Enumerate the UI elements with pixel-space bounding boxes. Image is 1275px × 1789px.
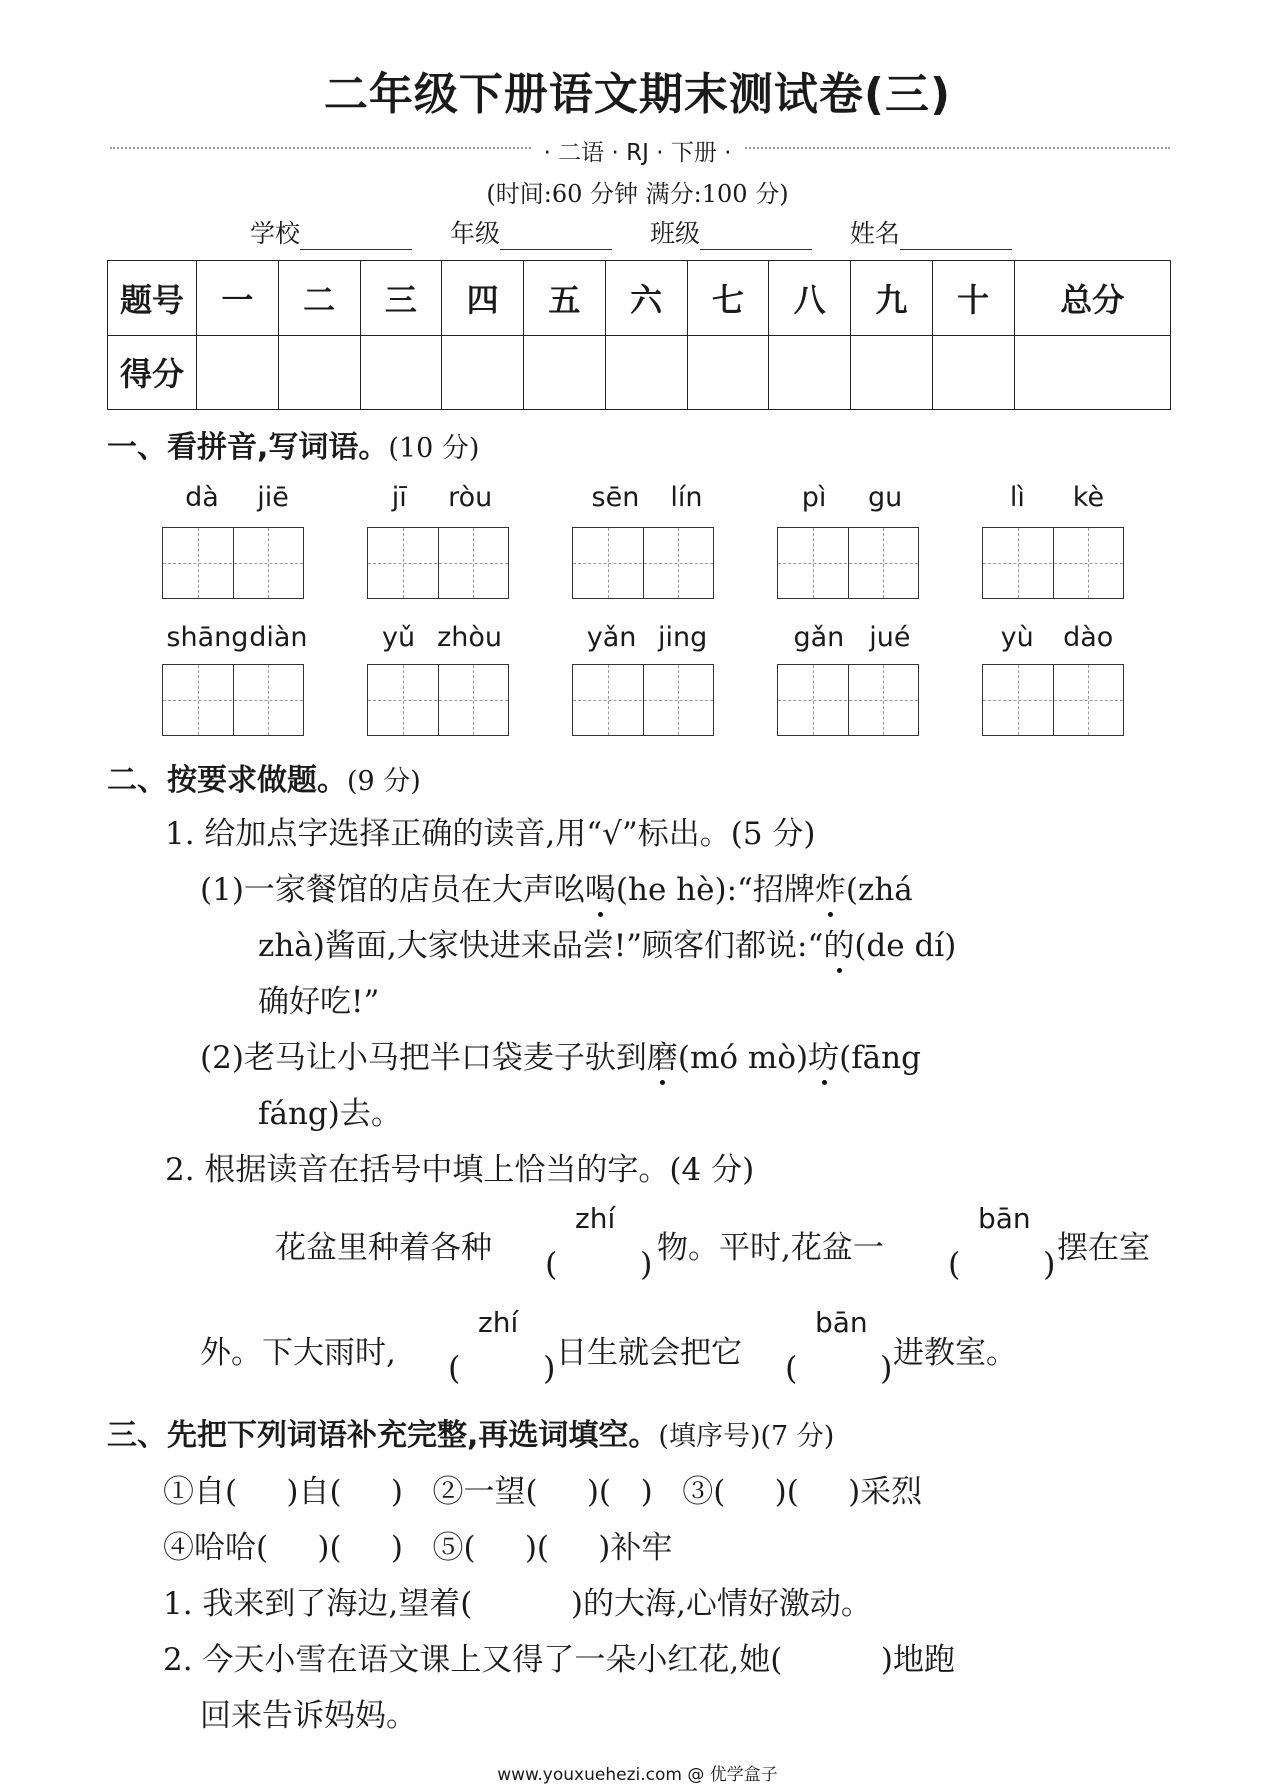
q2-1-1-line1: (1)一家餐馆的店员在大声吆喝(he hè):“招牌炸(zhá [200, 872, 913, 908]
q2-1-1-line2: zhà)酱面,大家快进来品尝!”顾客们都说:“的(de dí) [258, 928, 957, 964]
q3-sentence2-line1: 2. 今天小雪在语文课上又得了一朵小红花,她( )地跑 [163, 1642, 956, 1678]
writing-grid[interactable] [367, 664, 509, 736]
blank-close-paren[interactable]: ) [640, 1245, 653, 1283]
col-header: 一 [197, 261, 279, 336]
pinyin-syllable: gu [867, 482, 903, 513]
student-info [250, 214, 1042, 250]
q2-2-text-d: 外。下大雨时, [200, 1335, 396, 1371]
section1-title: 一、看拼音,写词语。(10 分) [107, 430, 480, 465]
pinyin-syllable: jiē [257, 482, 289, 513]
blank-pinyin: bān [978, 1202, 1031, 1235]
pinyin-syllable: shāng [166, 622, 249, 653]
info-school: 学校 [250, 214, 412, 250]
score-table [107, 260, 1171, 410]
pinyin-syllable: diàn [249, 622, 308, 653]
q2-2-text-c: 摆在室 [1057, 1230, 1150, 1266]
pinyin-label [986, 482, 1128, 513]
writing-grid[interactable] [982, 527, 1124, 599]
pinyin-label [576, 622, 718, 653]
q2-1-prompt: 1. 给加点字选择正确的读音,用“√”标出。(5 分) [165, 816, 816, 852]
q2-1-2-line2: fáng)去。 [258, 1096, 402, 1132]
score-cell[interactable] [1014, 335, 1171, 410]
q2-1-2-line1: (2)老马让小马把半口袋麦子驮到磨(mó mò)坊(fāng [200, 1040, 921, 1076]
q2-2-text-e: 日生就会把它 [556, 1335, 742, 1371]
score-cell[interactable] [524, 335, 606, 410]
pinyin-syllable: dào [1063, 622, 1114, 653]
blank-open-paren[interactable]: ( [448, 1349, 461, 1387]
blank-pinyin: zhí [478, 1306, 519, 1339]
pinyin-syllable: dà [185, 482, 219, 513]
col-header: 九 [851, 261, 933, 336]
q2-2-prompt: 2. 根据读音在括号中填上恰当的字。(4 分) [165, 1152, 755, 1188]
writing-grid[interactable] [777, 527, 919, 599]
col-header: 三 [360, 261, 442, 336]
blank-open-paren[interactable]: ( [785, 1349, 798, 1387]
blank-close-paren[interactable]: ) [543, 1349, 556, 1387]
pinyin-syllable: yǎn [586, 622, 637, 653]
score-cell[interactable] [360, 335, 442, 410]
pinyin-label [781, 482, 923, 513]
q3-sentence1: 1. 我来到了海边,望着( )的大海,心情好激动。 [163, 1586, 872, 1622]
score-cell[interactable] [851, 335, 933, 410]
q2-2-text-f: 进教室。 [893, 1335, 1017, 1371]
pinyin-label [576, 482, 718, 513]
pinyin-syllable: lín [670, 482, 703, 513]
pinyin-syllable: jué [869, 622, 911, 653]
idiom-line2: ④哈哈( )( ) ⑤( )( )补牢 [163, 1530, 673, 1566]
col-header: 八 [769, 261, 851, 336]
time-info: (时间:60 分钟 满分:100 分) [486, 180, 789, 208]
pinyin-label [986, 622, 1128, 653]
pinyin-label [371, 482, 513, 513]
blank-open-paren[interactable]: ( [948, 1245, 961, 1283]
col-header: 七 [687, 261, 769, 336]
pinyin-label [166, 482, 308, 513]
score-cell[interactable] [605, 335, 687, 410]
pinyin-syllable: yù [1000, 622, 1034, 653]
writing-grid[interactable] [367, 527, 509, 599]
col-header: 四 [442, 261, 524, 336]
writing-grid[interactable] [572, 664, 714, 736]
score-cell[interactable] [278, 335, 360, 410]
writing-grid[interactable] [982, 664, 1124, 736]
section3-title: 三、先把下列词语补充完整,再选词填空。(填序号)(7 分) [107, 1418, 835, 1453]
page-title: 二年级下册语文期末测试卷(三) [323, 69, 952, 120]
blank-open-paren[interactable]: ( [545, 1245, 558, 1283]
pinyin-label [166, 622, 308, 653]
pinyin-syllable: jī [391, 482, 407, 513]
q2-2-text-a: 花盆里种着各种 [275, 1230, 492, 1266]
blank-close-paren[interactable]: ) [1043, 1245, 1056, 1283]
info-name: 姓名 [850, 214, 1012, 250]
score-cell[interactable] [932, 335, 1014, 410]
subtitle: · 二语 · RJ · 下册 · [0, 134, 1275, 167]
col-header: 二 [278, 261, 360, 336]
blank-pinyin: bān [815, 1306, 868, 1339]
info-class: 班级 [650, 214, 812, 250]
writing-grid[interactable] [162, 527, 304, 599]
pinyin-syllable: zhòu [437, 622, 502, 653]
blank-close-paren[interactable]: ) [880, 1349, 893, 1387]
pinyin-syllable: lì [1009, 482, 1025, 513]
info-grade: 年级 [450, 214, 612, 250]
pinyin-syllable: yǔ [381, 622, 416, 653]
pinyin-syllable: jing [657, 622, 708, 653]
col-header: 六 [605, 261, 687, 336]
writing-grid[interactable] [777, 664, 919, 736]
q2-2-text-b: 物。平时,花盆一 [657, 1230, 884, 1266]
col-header: 十 [932, 261, 1014, 336]
q3-sentence2-line2: 回来告诉妈妈。 [200, 1698, 417, 1734]
col-header: 五 [524, 261, 606, 336]
score-cell[interactable] [769, 335, 851, 410]
pinyin-syllable: kè [1072, 482, 1105, 513]
score-label: 得分 [108, 335, 197, 410]
pinyin-syllable: ròu [448, 482, 493, 513]
col-header: 总分 [1014, 261, 1171, 336]
section2-title: 二、按要求做题。(9 分) [107, 763, 421, 798]
pinyin-syllable: pì [801, 482, 827, 513]
writing-grid[interactable] [162, 664, 304, 736]
footer: www.youxuehezi.com @ 优学盒子 [497, 1765, 778, 1785]
score-header-row [108, 261, 1171, 336]
score-cell[interactable] [687, 335, 769, 410]
writing-grid[interactable] [572, 527, 714, 599]
score-cell[interactable] [197, 335, 279, 410]
idiom-line1: ①自( )自( ) ②一望( )( ) ③( )( )采烈 [163, 1474, 923, 1510]
blank-pinyin: zhí [575, 1202, 616, 1235]
pinyin-syllable: sēn [591, 482, 640, 513]
score-row [108, 335, 1171, 410]
score-cell[interactable] [442, 335, 524, 410]
header-label: 题号 [108, 261, 197, 336]
pinyin-label [371, 622, 513, 653]
pinyin-syllable: gǎn [793, 622, 845, 653]
q2-1-1-line3: 确好吃!” [258, 984, 380, 1020]
pinyin-label [781, 622, 923, 653]
